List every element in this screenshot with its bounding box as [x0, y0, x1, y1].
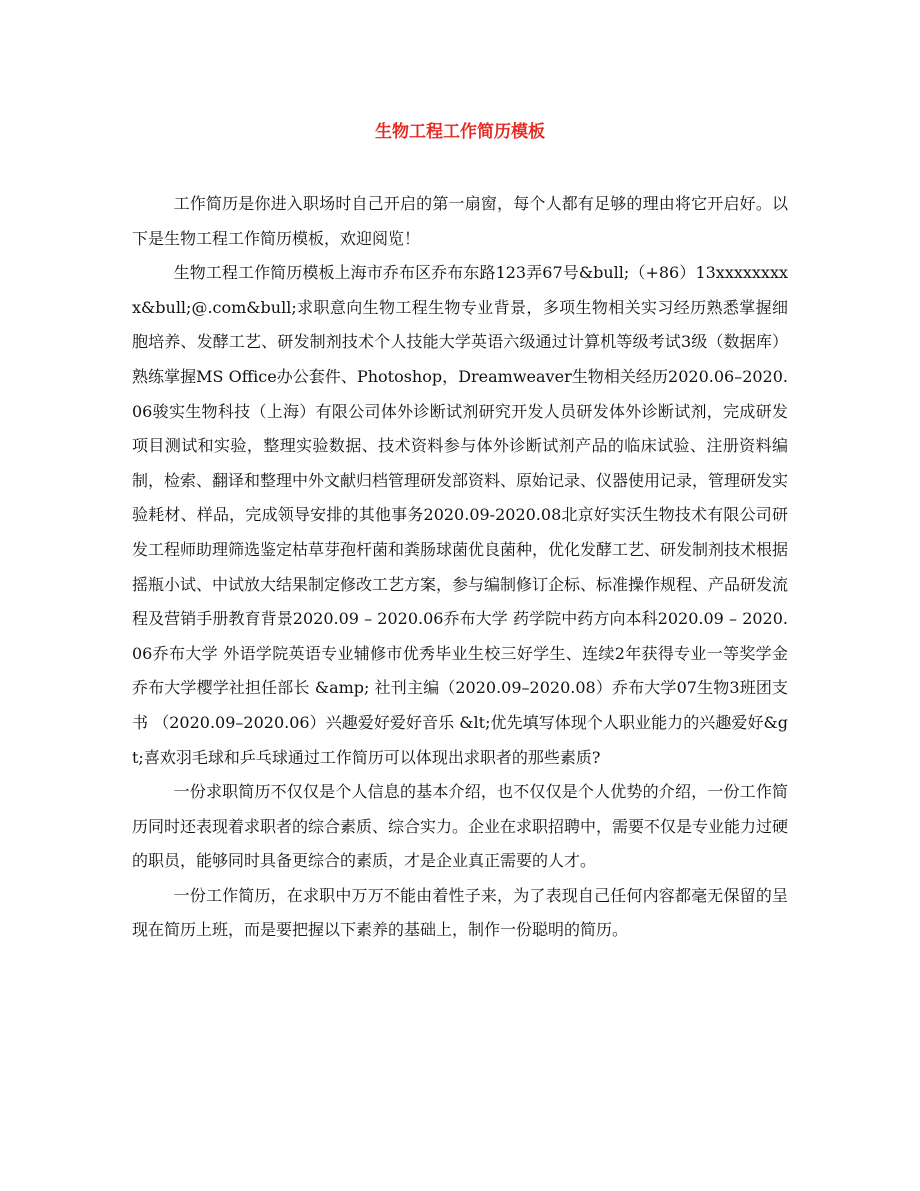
document-title: 生物工程工作简历模板	[375, 122, 545, 142]
advice-paragraph: 一份工作简历，在求职中万万不能由着性子来，为了表现自己任何内容都毫无保留的呈现在简历上班，而是要把握以下素养的基础上，制作一份聪明的简历。	[132, 885, 788, 940]
resume-template-paragraph: 生物工程工作简历模板上海市乔布区乔布东路123弄67号&bull;（+86）13xxxxxxxxx&bull;@.com&bull;求职意向生物工程生物专业背景，多项生物相关实习经历熟悉掌握细胞培养、发酵工艺、研发制剂技术个人技能大学英语六级通过计算机等级考试3级（数据库）熟练掌握MS Office办公套件、Photoshop，Dreamweaver生物相关经历2020.06–2020.06骏实生物科技（上海）有限公司体外诊断试剂研究开发人员研发体外诊断试剂，完成研发项目测试和实验，整理实验数据、技术资料参与体外诊断试剂产品的临床试验、注册资料编制，检索、翻译和整理中外文献归档管理研发部资料、原始记录、仪器使用记录，管理研发实验耗材、样品，完成领导安排的其他事务2020.09-2020.08北京好实沃生物技术有限公司研发工程师助理筛选鉴定枯草芽孢杆菌和粪肠球菌优良菌种，优化发酵工艺、研发制剂技术根据摇瓶小试、中试放大结果制定修改工艺方案，参与编制修订企标、标准操作规程、产品研发流程及营销手册教育背景2020.09 – 2020.06乔布大学 药学院中药方向本科2020.09 – 2020.06乔布大学 外语学院英语专业辅修市优秀毕业生校三好学生、连续2年获得专业一等奖学金乔布大学樱学社担任部长 &amp; 社刊主编（2020.09–2020.08）乔布大学07生物3班团支书 （2020.09–2020.06）兴趣爱好爱好音乐 &lt;优先填写体现个人职业能力的兴趣爱好&gt;喜欢羽毛球和乒乓球通过工作简历可以体现出求职者的那些素质?	[132, 263, 789, 767]
qualities-paragraph: 一份求职简历不仅仅是个人信息的基本介绍，也不仅仅是个人优势的介绍，一份工作简历同时还表现着求职者的综合素质、综合实力。企业在求职招聘中，需要不仅是专业能力过硬的职员，能够同时具备更综合的素质，才是企业真正需要的人才。	[132, 782, 789, 871]
intro-paragraph: 工作简历是你进入职场时自己开启的第一扇窗，每个人都有足够的理由将它开启好。以下是生物工程工作简历模板，欢迎阅览！	[132, 194, 788, 248]
document-body	[132, 187, 788, 948]
